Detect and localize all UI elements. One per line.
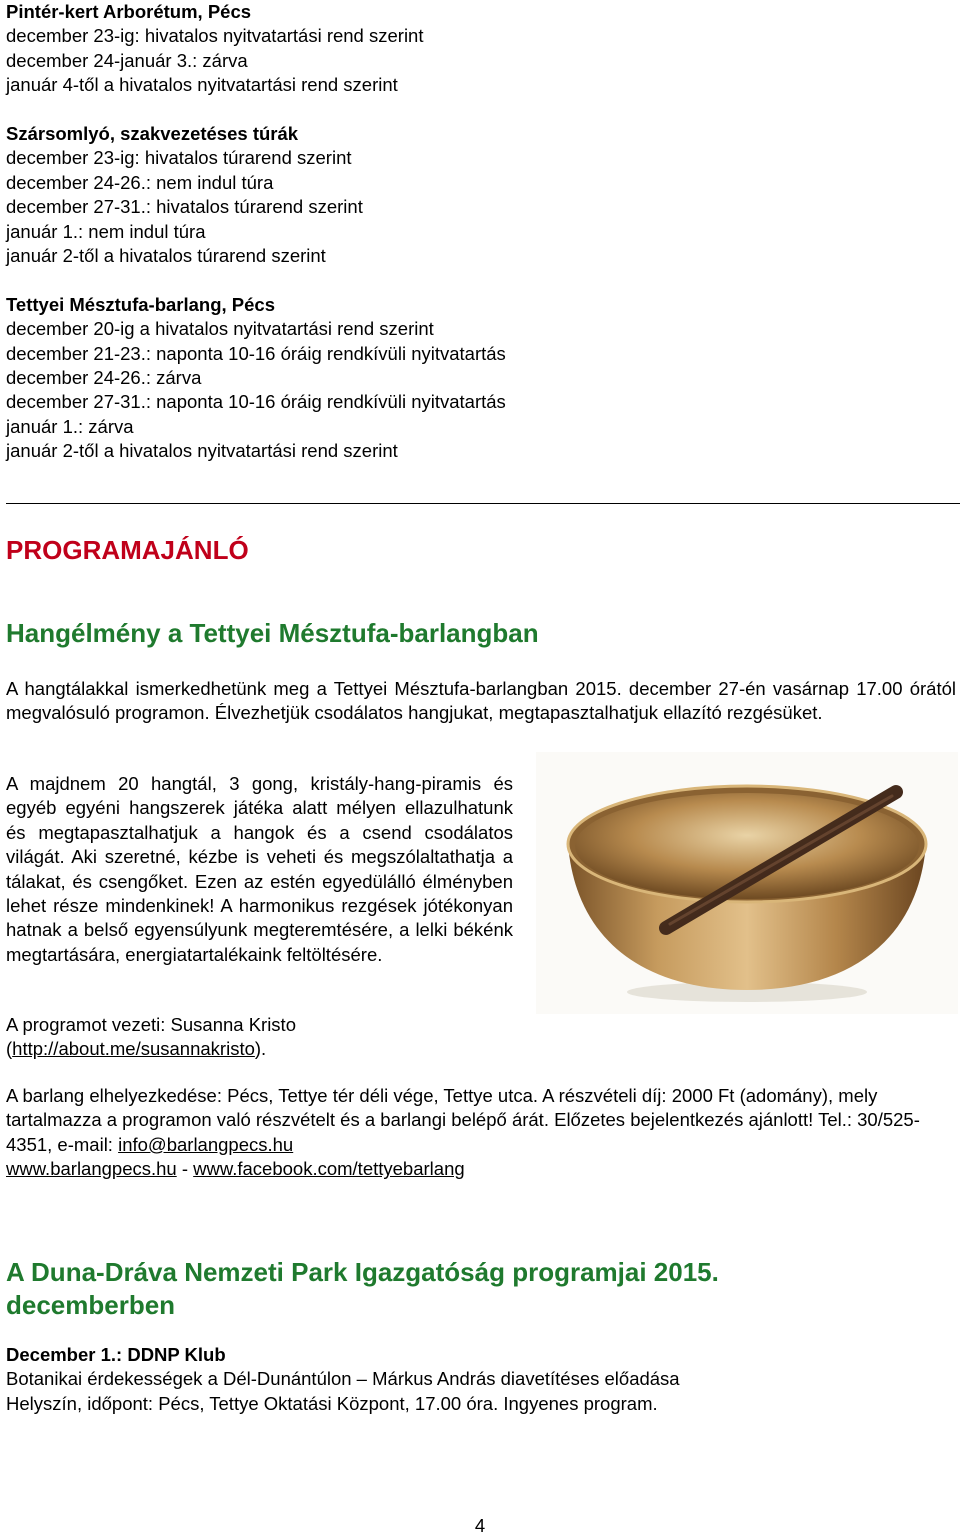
- block-line: január 1.: nem indul túra: [6, 220, 206, 242]
- block-line: december 24-26.: nem indul túra: [6, 171, 274, 193]
- block-line: január 2-től a hivatalos túrarend szerint: [6, 245, 326, 267]
- leader-link[interactable]: http://about.me/susannakristo: [12, 1038, 255, 1060]
- ddnp-title: A Duna-Dráva Nemzeti Park Igazgatóság programjai 2015. decemberben: [6, 1257, 719, 1320]
- event-line: Helyszín, időpont: Pécs, Tettye Oktatási Központ, 17.00 óra. Ingyenes program.: [6, 1392, 658, 1414]
- block-title: Szársomlyó, szakvezetéses túrák: [6, 123, 299, 145]
- block-line: január 4-től a hivatalos nyitvatartási rend szerint: [6, 74, 398, 96]
- block-line: december 27-31.: naponta 10-16 óráig rendkívüli nyitvatartás: [6, 391, 506, 413]
- leader-link-close: ).: [254, 1038, 267, 1060]
- singing-bowl-image: [536, 752, 958, 1014]
- email-link[interactable]: info@barlangpecs.hu: [118, 1133, 294, 1155]
- block-line: december 20-ig a hivatalos nyitvatartási rend szerint: [6, 318, 434, 340]
- block-line: december 21-23.: naponta 10-16 óráig rendkívüli nyitvatartás: [6, 342, 506, 364]
- event-line: Botanikai érdekességek a Dél-Dunántúlon – Márkus András diavetítéses előadása: [6, 1368, 680, 1390]
- spacer: [6, 98, 506, 122]
- spacer: [6, 268, 506, 292]
- link-separator: -: [176, 1158, 194, 1180]
- ddnp-event: [6, 1343, 956, 1416]
- location-text: A barlang elhelyezkedése: Pécs, Tettye tér déli vége, Tettye utca. A részvételi díj: 2000 Ft (adomány), mely tartalmazza a programon való részvételt és a barlangi belépő árát. Előzetes bejelentkezés ajánlott! Tel.: 30/525-4351, e-mail:: [6, 1085, 920, 1155]
- page-number: 4: [474, 1515, 486, 1536]
- opening-hours-section: [6, 0, 506, 464]
- opening-block-arboretum: [6, 0, 506, 98]
- opening-block-tettye-cave: [6, 293, 506, 464]
- block-title: Tettyei Mésztufa-barlang, Pécs: [6, 293, 276, 315]
- event-title: December 1.: DDNP Klub: [6, 1344, 226, 1365]
- horizontal-divider: [6, 503, 960, 504]
- program-description: A majdnem 20 hangtál, 3 gong, kristály-hang-piramis és egyéb egyéni hangszerek játéka alatt mélyen ellazulhatunk és megtapasztalhatjuk a hangok és a csend csodálatos világát. Aki szeretné, kézbe is veheti és megszólaltathatja a tálakat, és csengőket. Ezen az estén egyedülálló élményben lehet része mindenkinek! A harmonikus rezgések jótékonyan hatnak a belső egyensúlyunk megteremtésére, a lelki békénk megtartására, energiatartalékaink feltöltésére.: [6, 773, 513, 965]
- website-link[interactable]: www.barlangpecs.hu: [6, 1158, 177, 1180]
- leader-text: A programot vezeti: Susanna Kristo: [6, 1014, 296, 1035]
- block-line: december 27-31.: hivatalos túrarend szerint: [6, 196, 363, 218]
- block-line: december 23-ig: hivatalos nyitvatartási rend szerint: [6, 25, 424, 47]
- block-line: december 24-26.: zárva: [6, 367, 202, 389]
- program-location: [6, 1084, 956, 1182]
- section-heading: PROGRAMAJÁNLÓ: [6, 535, 249, 565]
- opening-block-szarsomlyo: [6, 122, 506, 268]
- program-intro: A hangtálakkal ismerkedhetünk meg a Tettyei Mésztufa-barlangban 2015. december 27-én vasárnap 17.00 órától megvalósuló programon. Élvezhetjük csodálatos hangjukat, megtapasztalhatjuk ellazító rezgésüket.: [6, 678, 956, 724]
- singing-bowl-icon: [536, 752, 958, 1014]
- block-line: január 2-től a hivatalos nyitvatartási rend szerint: [6, 440, 398, 462]
- facebook-link[interactable]: www.facebook.com/tettyebarlang: [193, 1158, 465, 1180]
- block-title: Pintér-kert Arborétum, Pécs: [6, 1, 252, 22]
- block-line: december 23-ig: hivatalos túrarend szerint: [6, 147, 352, 169]
- program-leader: [6, 1013, 526, 1062]
- leader-link-open: (: [6, 1038, 13, 1060]
- program-title: Hangélmény a Tettyei Mésztufa-barlangban: [6, 618, 539, 648]
- block-line: január 1.: zárva: [6, 415, 134, 437]
- block-line: december 24-január 3.: zárva: [6, 49, 248, 71]
